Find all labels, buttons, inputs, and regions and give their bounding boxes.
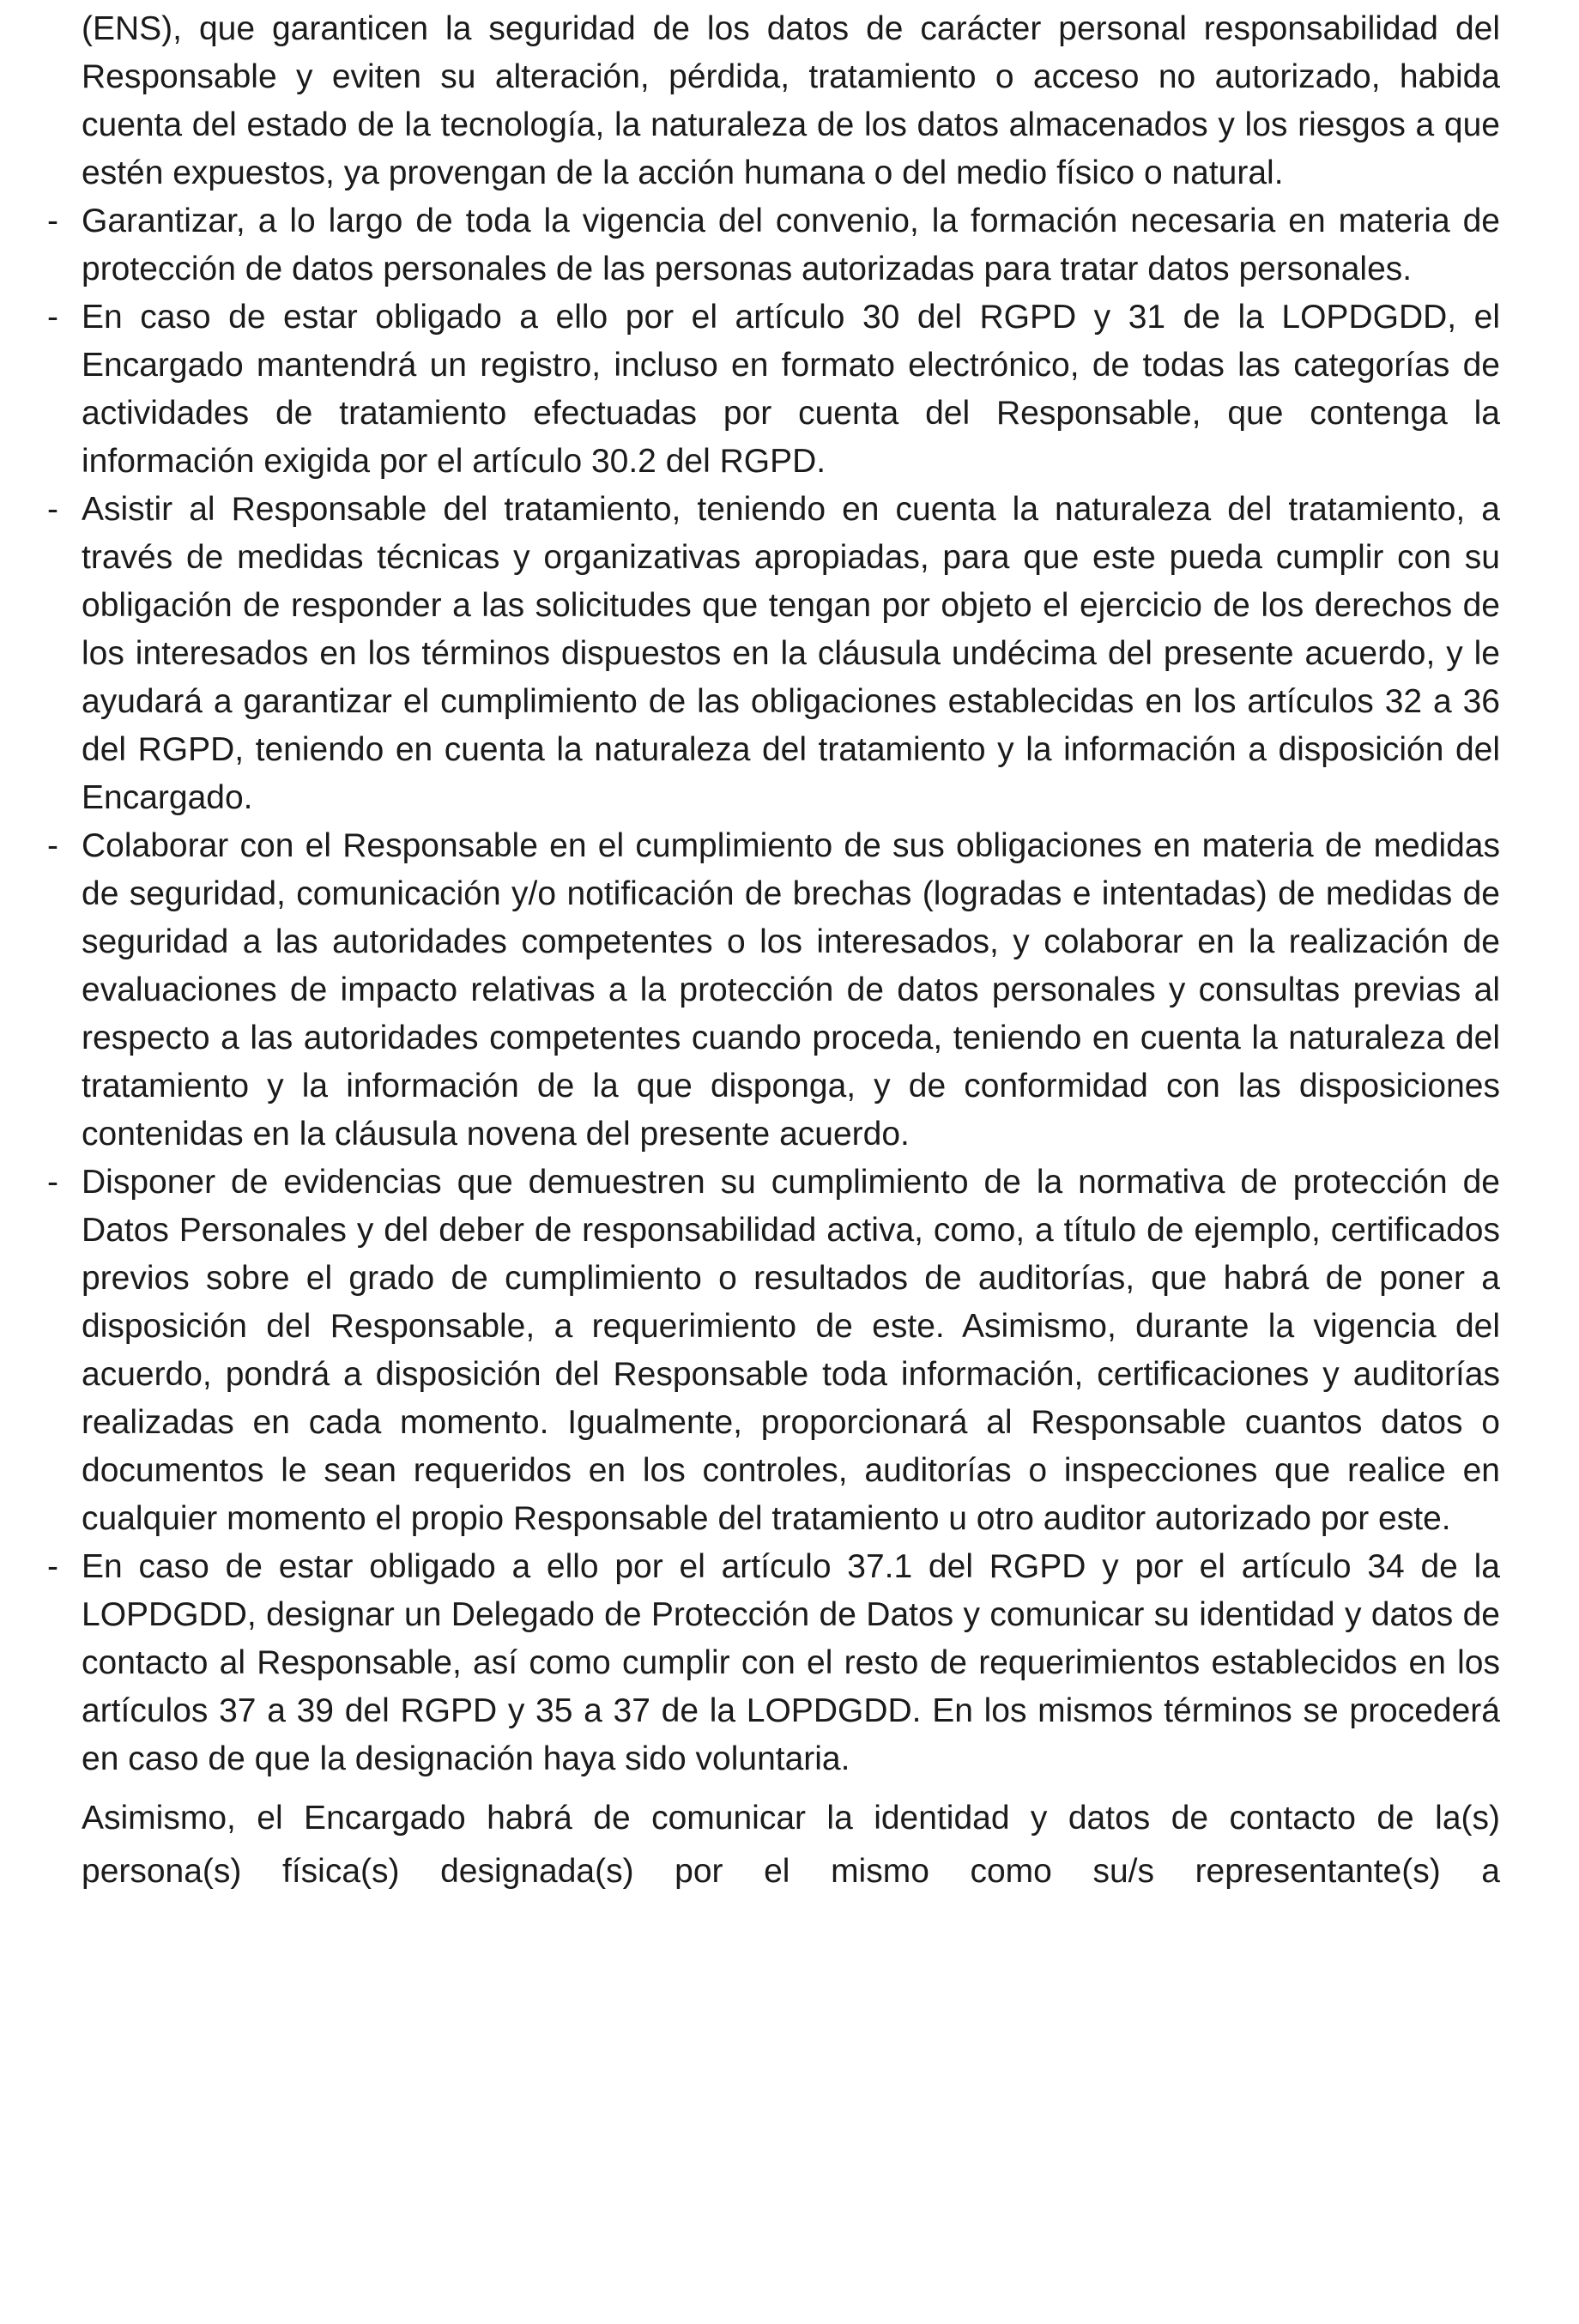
paragraph-text: Colaborar con el Responsable en el cumplimiento de sus obligaciones en materia de medidas de seguridad, comunicación y/o notificación de brechas (logradas e intentadas) de medidas de seguridad a las autoridades competentes o los interesados, y colaborar en la realización de evaluaciones de impacto relativas a la protección de datos personales y consultas previas al respecto a las autoridades competentes cuando proceda, teniendo en cuenta la naturaleza del tratamiento y la información de la que disponga, y de conformidad con las disposiciones contenidas en la cláusula novena del presente acuerdo. (82, 827, 1500, 1153)
bullet-dash: - (47, 203, 58, 239)
bullet-dash: - (47, 1548, 58, 1585)
paragraph-text: Garantizar, a lo largo de toda la vigencia del convenio, la formación necesaria en materia de protección de datos personales de las personas autorizadas para tratar datos personales. (82, 203, 1500, 287)
list-item (47, 1159, 1500, 1543)
paragraph-continuation (82, 1792, 1500, 1898)
bullet-dash: - (47, 299, 58, 336)
bullet-dash: - (47, 491, 58, 528)
paragraph-text: Asistir al Responsable del tratamiento, teniendo en cuenta la naturaleza del tratamiento, a través de medidas técnicas y organizativas apropiadas, para que este pueda cumplir con su obligación de responder a las solicitudes que tengan por objeto el ejercicio de los derechos de los interesados en los términos dispuestos en la cláusula undécima del presente acuerdo, y le ayudará a garantizar el cumplimiento de las obligaciones establecidas en los artículos 32 a 36 del RGPD, teniendo en cuenta la naturaleza del tratamiento y la información a disposición del Encargado. (82, 491, 1500, 816)
list-item (47, 822, 1500, 1159)
paragraph-text: (ENS), que garanticen la seguridad de los datos de carácter personal responsabilidad del Responsable y eviten su alteración, pérdida, tratamiento o acceso no autorizado, habida cuenta del estado de la tecnología, la naturaleza de los datos almacenados y los riesgos a que estén expuestos, ya provengan de la acción humana o del medio físico o natural. (82, 10, 1500, 191)
paragraph-text: Disponer de evidencias que demuestren su cumplimiento de la normativa de protección de Datos Personales y del deber de responsabilidad activa, como, a título de ejemplo, certificados previos sobre el grado de cumplimiento o resultados de auditorías, que habrá de poner a disposición del Responsable, a requerimiento de este. Asimismo, durante la vigencia del acuerdo, pondrá a disposición del Responsable toda información, certificaciones y auditorías realizadas en cada momento. Igualmente, proporcionará al Responsable cuantos datos o documentos le sean requeridos en los controles, auditorías o inspecciones que realice en cualquier momento el propio Responsable del tratamiento u otro auditor autorizado por este. (82, 1164, 1500, 1537)
paragraph-text: En caso de estar obligado a ello por el artículo 30 del RGPD y 31 de la LOPDGDD, el Encargado mantendrá un registro, incluso en formato electrónico, de todas las categorías de actividades de tratamiento efectuadas por cuenta del Responsable, que contenga la información exigida por el artículo 30.2 del RGPD. (82, 299, 1500, 480)
bullet-dash: - (47, 827, 58, 864)
list-item (47, 294, 1500, 486)
list-item (47, 486, 1500, 822)
list-item (47, 197, 1500, 294)
paragraph-text: En caso de estar obligado a ello por el artículo 37.1 del RGPD y por el artículo 34 de la LOPDGDD, designar un Delegado de Protección de Datos y comunicar su identidad y datos de contacto al Responsable, así como cumplir con el resto de requerimientos establecidos en los artículos 37 a 39 del RGPD y 35 a 37 de la LOPDGDD. En los mismos términos se procederá en caso de que la designación haya sido voluntaria. (82, 1548, 1500, 1777)
list-item (47, 1543, 1500, 1783)
bullet-dash: - (47, 1164, 58, 1201)
paragraph-text: Asimismo, el Encargado habrá de comunicar la identidad y datos de contacto de la(s) persona(s) física(s) designada(s) por el mismo como su/s representante(s) a (82, 1800, 1500, 1890)
paragraph-continuation (82, 5, 1500, 197)
